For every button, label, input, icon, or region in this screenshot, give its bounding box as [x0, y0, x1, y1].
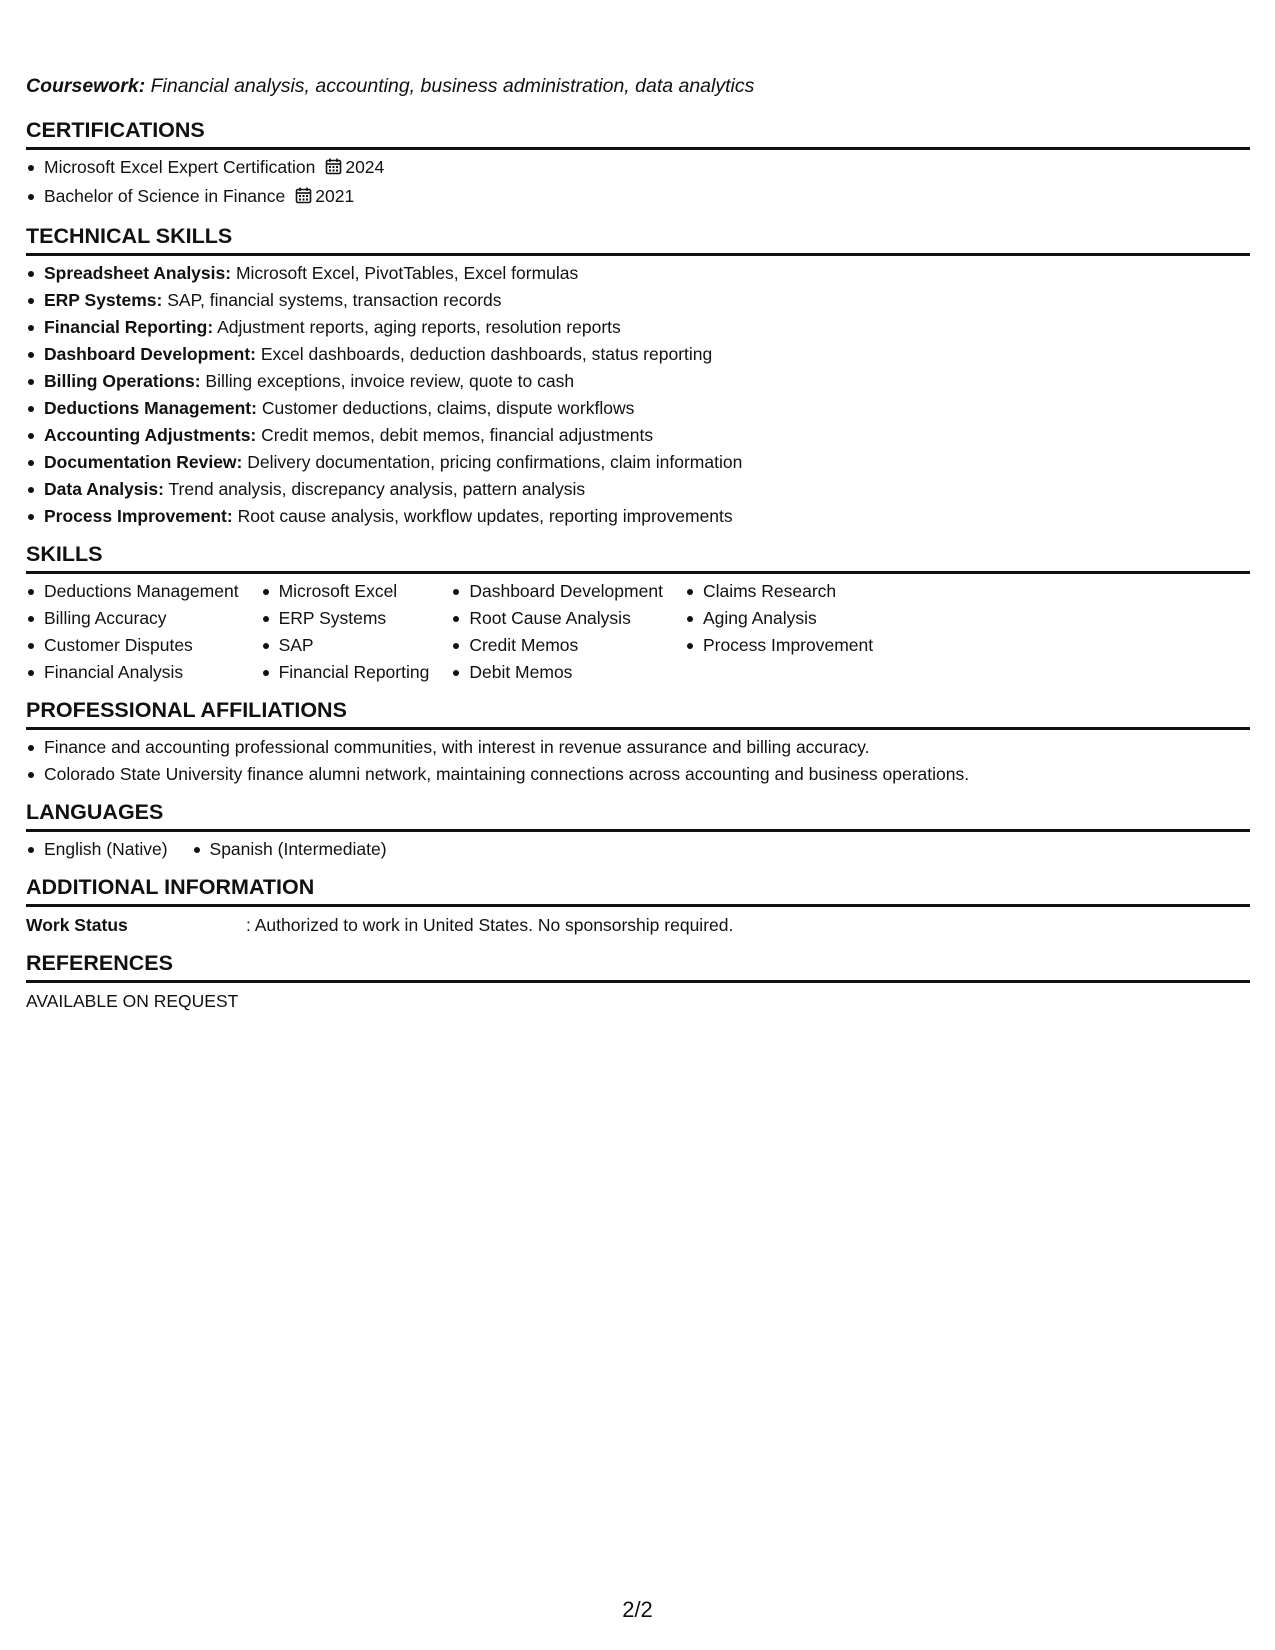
technical-skill-item — [26, 314, 1250, 341]
work-status-label: Work Status — [26, 915, 128, 935]
skill-item: Financial Reporting — [261, 659, 430, 686]
skill-item: Root Cause Analysis — [451, 605, 663, 632]
technical-skill-item — [26, 476, 1250, 503]
affiliation-item: Colorado State University finance alumni network, maintaining connections across accounting and business operations. — [26, 761, 1250, 788]
section-title: TECHNICAL SKILLS — [26, 224, 1250, 256]
certification-year: 2024 — [345, 157, 385, 177]
skill-item: Financial Analysis — [26, 659, 239, 686]
skill-details: Delivery documentation, pricing confirmations, claim information — [247, 452, 743, 472]
additional-info-section — [26, 875, 1250, 939]
section-title: PROFESSIONAL AFFILIATIONS — [26, 698, 1250, 730]
technical-skill-item — [26, 287, 1250, 314]
certifications-list — [26, 154, 1250, 212]
skill-details: Microsoft Excel, PivotTables, Excel formulas — [235, 263, 579, 283]
certifications-section — [26, 118, 1250, 212]
technical-skill-item — [26, 395, 1250, 422]
affiliations-section — [26, 698, 1250, 788]
skills-columns — [26, 578, 1250, 686]
references-section — [26, 951, 1250, 1015]
section-title: REFERENCES — [26, 951, 1250, 983]
skill-category: Deductions Management: — [44, 398, 257, 418]
skill-item: Credit Memos — [451, 632, 663, 659]
technical-skill-item — [26, 260, 1250, 287]
skill-category: Accounting Adjustments: — [44, 425, 257, 445]
skill-category: Documentation Review: — [44, 452, 243, 472]
certification-year: 2021 — [315, 186, 355, 206]
section-title: SKILLS — [26, 542, 1250, 574]
skill-item: Aging Analysis — [685, 605, 873, 632]
skill-category: ERP Systems: — [44, 290, 163, 310]
skills-column — [451, 578, 663, 686]
languages-section — [26, 800, 1250, 863]
page-number: 2/2 — [622, 1597, 653, 1622]
affiliation-item: Finance and accounting professional communities, with interest in revenue assurance and billing accuracy. — [26, 734, 1250, 761]
work-status-row — [26, 911, 1250, 939]
skill-item: Dashboard Development — [451, 578, 663, 605]
language-item: English (Native) — [26, 836, 168, 863]
skill-category: Billing Operations: — [44, 371, 201, 391]
certification-item — [26, 183, 1250, 212]
skills-column — [26, 578, 239, 686]
skill-details: Trend analysis, discrepancy analysis, pattern analysis — [168, 479, 586, 499]
technical-skills-list — [26, 260, 1250, 530]
skill-details: Customer deductions, claims, dispute workflows — [261, 398, 635, 418]
skill-details: Excel dashboards, deduction dashboards, status reporting — [260, 344, 713, 364]
coursework-text: Financial analysis, accounting, business administration, data analytics — [150, 75, 755, 97]
language-item: Spanish (Intermediate) — [192, 836, 387, 863]
skill-category: Process Improvement: — [44, 506, 233, 526]
skills-column — [685, 578, 873, 686]
skill-category: Spreadsheet Analysis: — [44, 263, 232, 283]
skill-item: Process Improvement — [685, 632, 873, 659]
technical-skill-item — [26, 368, 1250, 395]
skill-details: Root cause analysis, workflow updates, reporting improvements — [237, 506, 733, 526]
section-title: ADDITIONAL INFORMATION — [26, 875, 1250, 907]
languages-list — [26, 836, 1250, 863]
technical-skills-section — [26, 224, 1250, 530]
certification-name: Microsoft Excel Expert Certification — [44, 157, 316, 177]
skill-item: Deductions Management — [26, 578, 239, 605]
affiliations-list — [26, 734, 1250, 788]
technical-skill-item — [26, 341, 1250, 368]
calendar-icon — [325, 156, 342, 183]
skill-item: Customer Disputes — [26, 632, 239, 659]
skills-section — [26, 542, 1250, 686]
resume-page — [26, 74, 1250, 1027]
technical-skill-item — [26, 503, 1250, 530]
work-status-value: : Authorized to work in United States. No sponsorship required. — [246, 915, 734, 935]
skill-item: Claims Research — [685, 578, 873, 605]
skill-details: Billing exceptions, invoice review, quote to cash — [205, 371, 575, 391]
skill-item: Microsoft Excel — [261, 578, 430, 605]
coursework-label: Coursework: — [26, 75, 146, 97]
skills-column — [261, 578, 430, 686]
section-title: CERTIFICATIONS — [26, 118, 1250, 150]
skill-details: Credit memos, debit memos, financial adjustments — [261, 425, 654, 445]
references-text: AVAILABLE ON REQUEST — [26, 991, 239, 1011]
skill-category: Dashboard Development: — [44, 344, 256, 364]
skill-item: Debit Memos — [451, 659, 663, 686]
skill-item: SAP — [261, 632, 430, 659]
technical-skill-item — [26, 422, 1250, 449]
coursework-line — [26, 74, 1250, 98]
section-title: LANGUAGES — [26, 800, 1250, 832]
calendar-icon — [295, 185, 312, 212]
skill-details: SAP, financial systems, transaction records — [167, 290, 502, 310]
certification-name: Bachelor of Science in Finance — [44, 186, 286, 206]
certification-item — [26, 154, 1250, 183]
skill-item: Billing Accuracy — [26, 605, 239, 632]
technical-skill-item — [26, 449, 1250, 476]
skill-category: Data Analysis: — [44, 479, 164, 499]
skill-details: Adjustment reports, aging reports, resolution reports — [217, 317, 621, 337]
skill-item: ERP Systems — [261, 605, 430, 632]
skill-category: Financial Reporting: — [44, 317, 214, 337]
